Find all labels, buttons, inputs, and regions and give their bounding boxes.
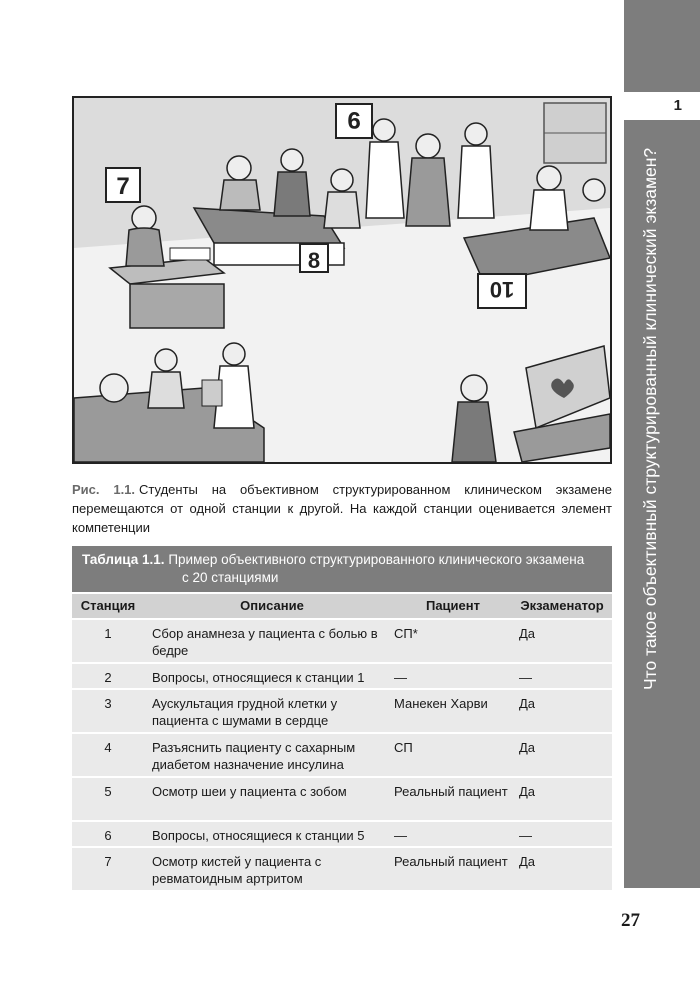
exam-room-drawing [74,98,610,462]
caption-text: Студенты на объективном структурированном клиническом экзамене перемещаются от одной станции к другой. На каждой станции оценивается элемент компетенции [72,482,612,535]
table-column-headers [72,594,612,618]
station-sign-10-label: 10 [489,277,515,302]
cell-examiner: Да [519,626,536,641]
cell-examiner: — [519,828,532,843]
cell-description: Сбор анамнеза у пациента с болью в бедре [152,626,378,658]
cell-examiner: Да [519,784,536,799]
col-description-header: Описание [240,598,304,613]
clipboard [202,380,222,406]
table-title-line1: Пример объективного структурированного клинического экзамена [168,552,585,567]
table-label: Таблица 1.1. [82,552,165,567]
table-row [72,688,612,732]
cell-patient: Реальный пациент [394,854,508,869]
doctor-coat [366,142,404,218]
chapter-number: 1 [673,97,682,114]
table-row [72,776,612,820]
cell-station: 1 [104,626,112,641]
cell-station: 7 [104,854,112,869]
table-title-line2: с 20 станциями [182,570,279,585]
cell-patient: Манекен Харви [394,696,488,711]
table-title-bar [72,546,612,592]
patient-3-head [100,374,128,402]
running-title: Что такое объективный структурированный клинический экзамен? [640,147,660,690]
cell-station: 5 [104,784,112,799]
cell-patient: Реальный пациент [394,784,508,799]
cell-patient: СП* [394,626,418,641]
desk-papers [170,248,210,260]
col-station-header: Станция [80,598,136,613]
station-sign-8-label: 8 [307,248,321,273]
exam-illustration [72,96,612,464]
cell-station: 2 [104,670,112,685]
student-4-head [537,166,561,190]
col-examiner-header: Экзаменатор [520,598,604,613]
student-3-body [458,146,494,218]
cell-station: 3 [104,696,112,711]
caption-label: Рис. 1.1. [72,482,136,497]
cell-description: Осмотр шеи у пациента с зобом [152,784,347,799]
cell-examiner: Да [519,854,536,869]
table-body [72,618,612,890]
table-row [72,732,612,776]
cell-patient: — [394,828,407,843]
page-number: 27 [621,910,640,931]
student-5-head [155,349,177,371]
cell-examiner: — [519,670,532,685]
examiner-2-head [223,343,245,365]
station-sign-7-label: 7 [116,173,130,200]
col-patient-header: Пациент [425,598,480,613]
table-row [72,820,612,846]
cell-patient: — [394,670,407,685]
cell-station: 4 [104,740,112,755]
cell-station: 6 [104,828,112,843]
woman-body [406,158,450,226]
cell-description: Разъяснить пациенту с сахарным диабетом назначение инсулина [152,740,356,772]
cell-description: Аускультация грудной клетки у пациента с шумами в сердце [152,696,338,728]
cell-description: Вопросы, относящиеся к станции 5 [152,828,365,843]
student-body [126,228,164,266]
doctor-head [373,119,395,141]
student-6-body [452,402,496,462]
cell-examiner: Да [519,696,536,711]
cell-description: Осмотр кистей у пациента с ревматоидным артритом [152,854,322,886]
patient-2-head [583,179,605,201]
table-row [72,618,612,662]
cell-examiner: Да [519,740,536,755]
station-sign-9-label: 9 [347,106,361,133]
patient-body [220,180,260,210]
cell-patient: СП [394,740,413,755]
figure-caption [72,480,612,537]
table-row [72,846,612,890]
student-head [132,206,156,230]
examiner-body [274,172,310,216]
student-3-head [465,123,487,145]
student-5-body [148,372,184,408]
patient-head [227,156,251,180]
cell-description: Вопросы, относящиеся к станции 1 [152,670,365,685]
woman-head [416,134,440,158]
table-row [72,662,612,688]
student-2-body [324,192,360,228]
examiner-head [281,149,303,171]
student-2-head [331,169,353,191]
student-6-head [461,375,487,401]
student-4-body [530,190,568,230]
desk-front [130,284,224,328]
